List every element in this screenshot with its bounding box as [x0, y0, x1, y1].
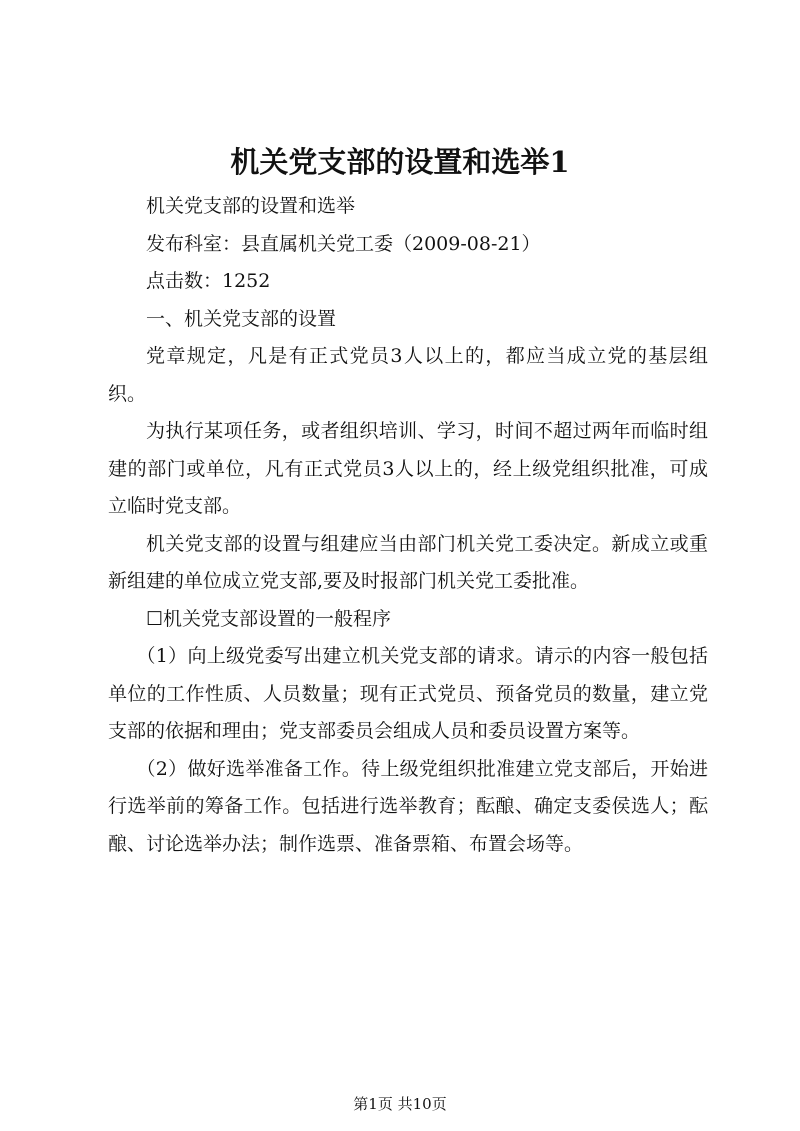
procedure-heading: ☐机关党支部设置的一般程序 [146, 607, 392, 630]
section-heading: 一、机关党支部的设置 [146, 307, 337, 330]
publisher-paragraph: 发布科室：县直属机关党工委（2009-08-21） [146, 232, 541, 255]
subtitle-paragraph: 机关党支部的设置和选举 [146, 195, 356, 217]
procedure-step: （2）做好选举准备工作。待上级党组织批准建立党支部后，开始进行选举前的筹备工作。包括进行选举教育；酝酿、确定支委侯选人；酝酿、讨论选举办法；制作选票、准备票箱、布置会场等。 [108, 757, 708, 855]
procedure-step: （1）向上级党委写出建立机关党支部的请求。请示的内容一般包括单位的工作性质、人员数量；现有正式党员、预备党员的数量，建立党支部的依据和理由；党支部委员会组成人员和委员设置方案等。 [108, 645, 708, 742]
body-paragraph: 党章规定，凡是有正式党员3人以上的，都应当成立党的基层组织。 [108, 345, 708, 405]
page-footer: 第1页 共10页 [353, 1095, 447, 1113]
body-paragraph: 为执行某项任务，或者组织培训、学习，时间不超过两年而临时组建的部门或单位，凡有正式党员3人以上的，经上级党组织批准，可成立临时党支部。 [108, 420, 708, 517]
document-body [108, 188, 708, 863]
click-count-paragraph: 点击数：1252 [146, 270, 271, 292]
body-paragraph: 机关党支部的设置与组建应当由部门机关党工委决定。新成立或重新组建的单位成立党支部,要及时报部门机关党工委批准。 [108, 532, 708, 592]
document-title: 机关党支部的设置和选举1 [230, 145, 570, 179]
